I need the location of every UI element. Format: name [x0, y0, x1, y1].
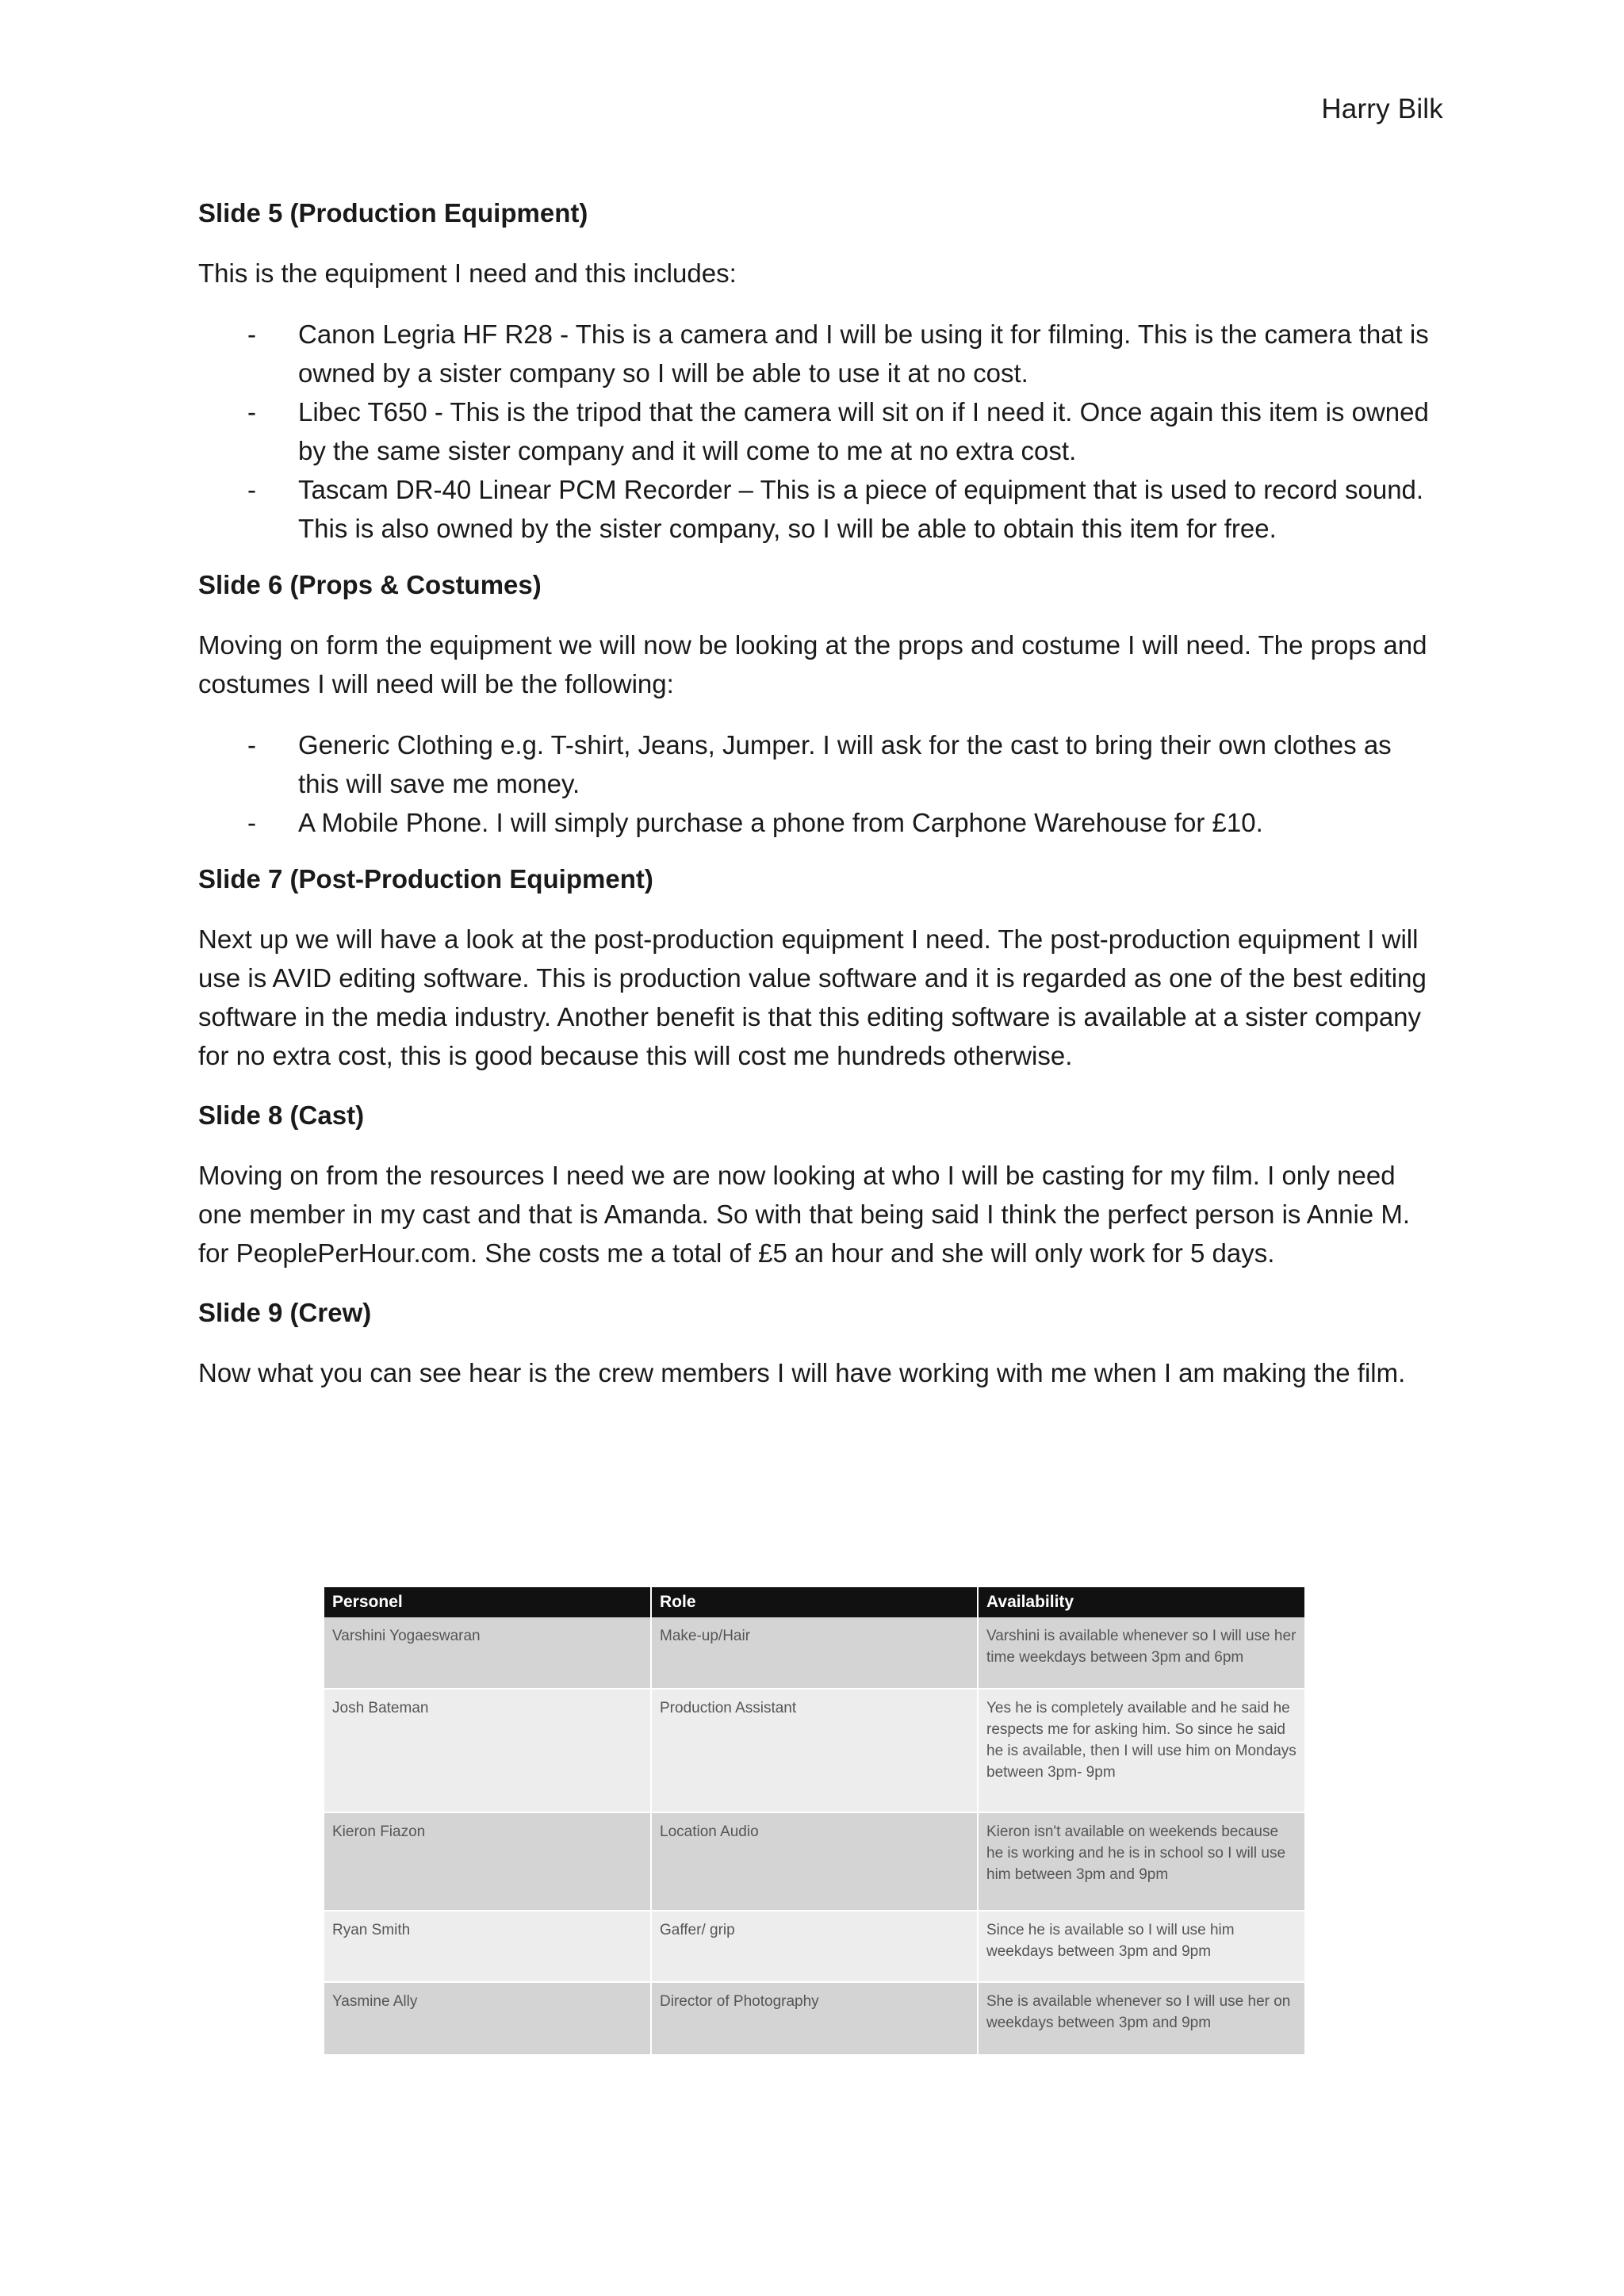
cell-availability: Varshini is available whenever so I will use her time weekdays between 3pm and 6pm — [978, 1617, 1305, 1689]
slide6-props-list — [198, 725, 1435, 842]
table-row — [324, 1689, 1305, 1812]
list-item: - A Mobile Phone. I will simply purchase a phone from Carphone Warehouse for £10. — [247, 808, 1263, 837]
column-header-role: Role — [651, 1587, 978, 1617]
column-header-availability: Availability — [978, 1587, 1305, 1617]
list-item-text: Canon Legria HF R28 - This is a camera and I will be using it for filming. This is the camera that is owned by a sister company so I will be able to use it at no cost. — [298, 320, 1429, 388]
slide9-heading: Slide 9 (Crew) — [198, 1298, 372, 1327]
cell-role: Location Audio — [651, 1812, 978, 1911]
slide7-heading: Slide 7 (Post-Production Equipment) — [198, 864, 653, 894]
cell-personel: Yasmine Ally — [324, 1982, 651, 2055]
table-row — [324, 1982, 1305, 2055]
cell-availability: She is available whenever so I will use her on weekdays between 3pm and 9pm — [978, 1982, 1305, 2055]
slide5-heading: Slide 5 (Production Equipment) — [198, 198, 588, 228]
crew-table — [324, 1587, 1306, 2056]
document-body — [198, 195, 1435, 1414]
cell-role: Gaffer/ grip — [651, 1911, 978, 1982]
slide6-intro: Moving on form the equipment we will now be looking at the props and costume I will need. The props and costumes I will need will be the following: — [198, 630, 1427, 698]
slide5-equipment-list — [198, 315, 1435, 548]
cell-personel: Josh Bateman — [324, 1689, 651, 1812]
list-item: - Libec T650 - This is the tripod that the camera will sit on if I need it. Once again this item is owned by the same sister company and it will come to me at no extra cost. — [247, 397, 1429, 465]
cell-role: Production Assistant — [651, 1689, 978, 1812]
table-row — [324, 1911, 1305, 1982]
cell-availability: Yes he is completely available and he said he respects me for asking him. So since he said he is available, then I will use him on Mondays between 3pm- 9pm — [978, 1689, 1305, 1812]
list-item-text: A Mobile Phone. I will simply purchase a phone from Carphone Warehouse for £10. — [298, 808, 1263, 837]
table-row — [324, 1617, 1305, 1689]
cell-role: Make-up/Hair — [651, 1617, 978, 1689]
table-header-row — [324, 1587, 1305, 1617]
cell-personel: Kieron Fiazon — [324, 1812, 651, 1911]
list-item: - Generic Clothing e.g. T-shirt, Jeans, Jumper. I will ask for the cast to bring their own clothes as this will save me money. — [247, 730, 1392, 798]
slide6-heading: Slide 6 (Props & Costumes) — [198, 570, 542, 599]
column-header-personel: Personel — [324, 1587, 651, 1617]
list-item-text: Tascam DR-40 Linear PCM Recorder – This is a piece of equipment that is used to record sound. This is also owned by the sister company, so I will be able to obtain this item for free. — [298, 475, 1424, 543]
cell-role: Director of Photography — [651, 1982, 978, 2055]
slide8-heading: Slide 8 (Cast) — [198, 1100, 365, 1130]
slide7-body: Next up we will have a look at the post-production equipment I need. The post-production equipment I will use is AVID editing software. This is production value software and it is regarded as one of the best editing software in the media industry. Another benefit is that this editing software is available at a sister company for no extra cost, this is good because this will cost me hundreds otherwise. — [198, 924, 1427, 1070]
list-item-text: Generic Clothing e.g. T-shirt, Jeans, Jumper. I will ask for the cast to bring their own clothes as this will save me money. — [298, 730, 1392, 798]
crew-table-image — [324, 1587, 1305, 2056]
cell-availability: Kieron isn't available on weekends because he is working and he is in school so I will use him between 3pm and 9pm — [978, 1812, 1305, 1911]
cell-personel: Varshini Yogaeswaran — [324, 1617, 651, 1689]
slide5-intro: This is the equipment I need and this includes: — [198, 258, 737, 288]
slide8-body: Moving on from the resources I need we are now looking at who I will be casting for my film. I only need one member in my cast and that is Amanda. So with that being said I think the perfect person is Annie M. for PeoplePerHour.com. She costs me a total of £5 an hour and she will only work for 5 days. — [198, 1161, 1410, 1268]
list-item: - Canon Legria HF R28 - This is a camera and I will be using it for filming. This is the camera that is owned by a sister company so I will be able to use it at no cost. — [247, 320, 1429, 388]
cell-availability: Since he is available so I will use him weekdays between 3pm and 9pm — [978, 1911, 1305, 1982]
cell-personel: Ryan Smith — [324, 1911, 651, 1982]
header-author: Harry Bilk — [1321, 94, 1443, 124]
slide9-body: Now what you can see hear is the crew members I will have working with me when I am making the film. — [198, 1358, 1406, 1387]
list-item: - Tascam DR-40 Linear PCM Recorder – This is a piece of equipment that is used to record sound. This is also owned by the sister company, so I will be able to obtain this item for free. — [247, 475, 1424, 543]
table-row — [324, 1812, 1305, 1911]
list-item-text: Libec T650 - This is the tripod that the camera will sit on if I need it. Once again this item is owned by the same sister company and it will come to me at no extra cost. — [298, 397, 1429, 465]
